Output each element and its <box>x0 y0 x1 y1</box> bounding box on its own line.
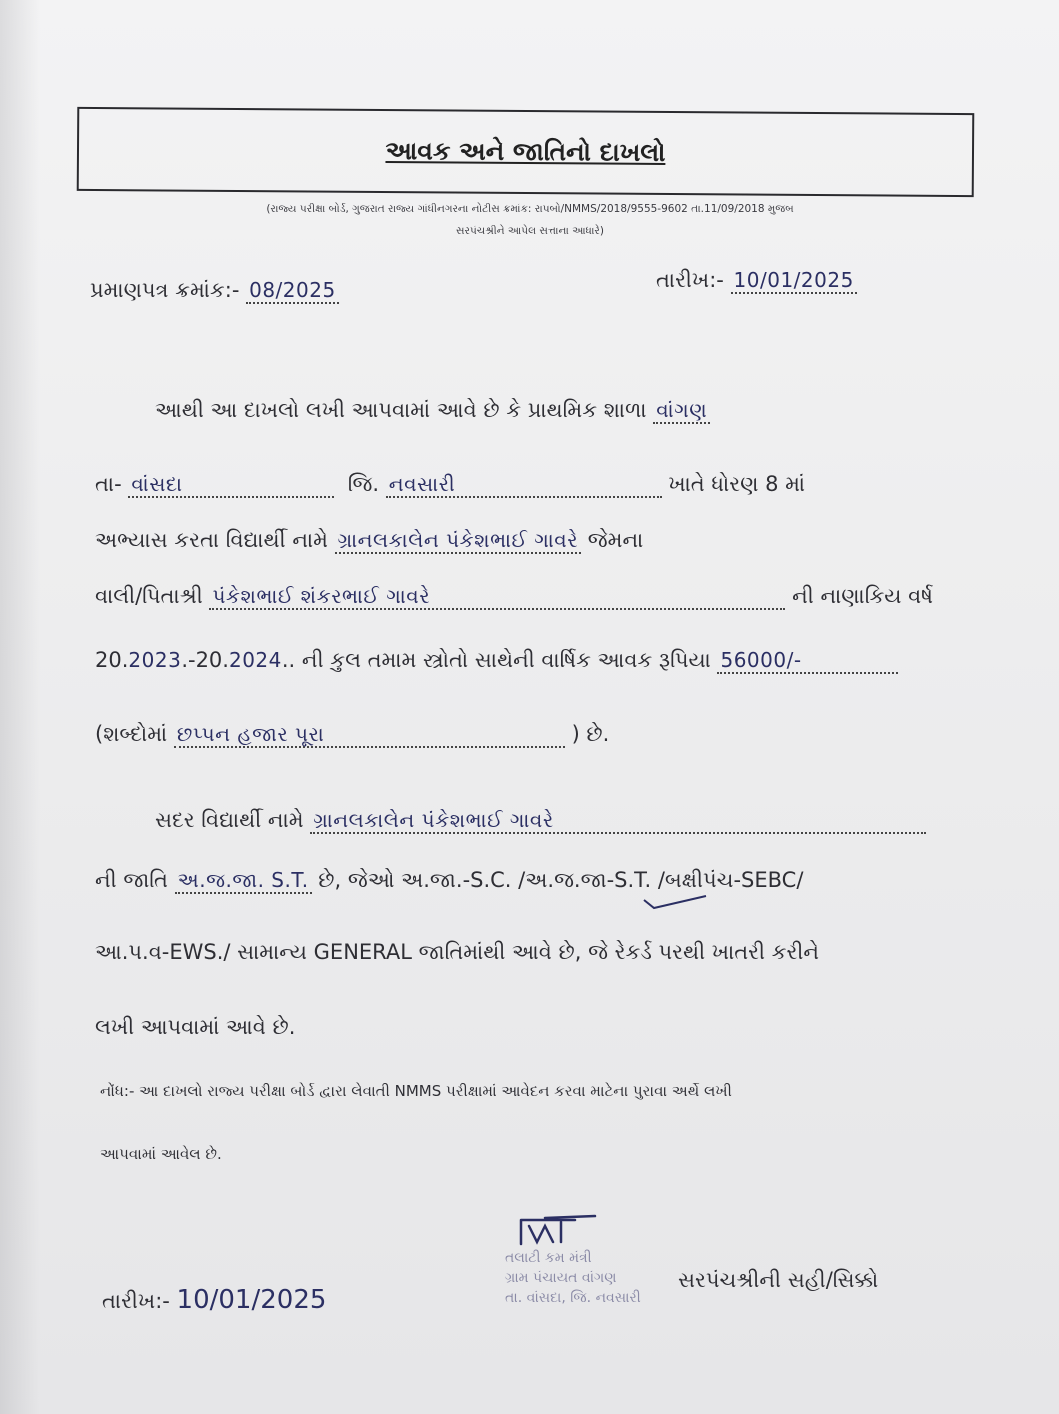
body-line-9: આ.પ.વ-EWS./ સામાન્ય GENERAL જાતિમાંથી આવે છે, જે રેકર્ડ પરથી ખાતરી કરીને <box>95 940 820 964</box>
taluka-value: વાંસદા <box>128 472 334 498</box>
certificate-date-label: તારીખ:- <box>656 268 724 292</box>
body-text: ખાતે ધોરણ 8 માં <box>668 472 806 496</box>
guardian-name: પંકેશભાઈ શંકરભાઈ ગાવરે <box>209 584 785 610</box>
official-stamp <box>505 1248 641 1308</box>
income-value: 56000/- <box>717 648 898 674</box>
school-name: વાંગણ <box>653 398 710 424</box>
body-line-1 <box>155 398 710 424</box>
body-text: આથી આ દાખલો લખી આપવામાં આવે છે કે પ્રાથમિક શાળા <box>155 398 647 422</box>
income-in-words: છપ્પન હજાર પૂરા <box>174 722 565 748</box>
page-shadow <box>0 0 40 1414</box>
year-to: 2024 <box>228 648 282 672</box>
guardian-label: વાલી/પિતાશ્રી <box>95 584 203 608</box>
notice-line-2: સરપંચશ્રીને આપેલ સત્તાના આધારે) <box>456 225 604 237</box>
tick-mark <box>640 892 710 914</box>
document-title: આવક અને જાતિનો દાખલો <box>385 136 666 167</box>
footer-date <box>102 1285 326 1315</box>
student-name: ગ્રાનલકાલેન પંકેશભાઈ ગાવરે <box>335 528 581 554</box>
taluka-label: તા- <box>95 472 122 496</box>
body-line-3 <box>95 528 643 554</box>
certificate-number-label: પ્રમાણપત્ર ક્રમાંક:- <box>90 278 240 302</box>
body-line-4 <box>95 584 933 610</box>
certificate-number-value: 08/2025 <box>246 278 339 304</box>
caste-value: અ.જ.જા. S.T. <box>175 868 312 894</box>
body-line-7 <box>155 808 926 834</box>
body-text: ) છે. <box>571 722 610 746</box>
words-label: (શબ્દોમાં <box>95 722 168 746</box>
district-value: નવસારી <box>386 472 662 498</box>
notice-text <box>110 198 950 242</box>
handwritten-signature <box>515 1212 605 1252</box>
student-name-repeat: ગ્રાનલકાલેન પંકેશભાઈ ગાવરે <box>310 808 926 834</box>
certificate-number <box>90 278 339 304</box>
stamp-line-1: તલાટી કમ મંત્રી <box>505 1250 592 1266</box>
stamp-line-3: તા. વાંસદા, જિ. નવસારી <box>505 1290 641 1306</box>
footer-date-value: 10/01/2025 <box>176 1285 327 1315</box>
certificate-date-value: 10/01/2025 <box>731 268 857 294</box>
body-text: જેમના <box>587 528 644 552</box>
body-line-10: લખી આપવામાં આવે છે. <box>95 1015 296 1039</box>
title-box <box>77 107 975 197</box>
body-line-6 <box>95 722 609 748</box>
footer-date-label: તારીખ:- <box>102 1289 170 1313</box>
year-from: 2023 <box>128 648 182 672</box>
body-text: સદર વિદ્યાર્થી નામે <box>155 808 304 832</box>
body-line-5: 20.2023.-20.2024.. ની કુલ તમામ સ્ત્રોતો સાથેની વાર્ષિક આવક રૂપિયા 56000/- <box>95 648 898 674</box>
body-line-2 <box>95 472 805 498</box>
body-text: અભ્યાસ કરતા વિદ્યાર્થી નામે <box>95 528 328 552</box>
certificate-date <box>656 268 857 294</box>
stamp-line-2: ગ્રામ પંચાયત વાંગણ <box>505 1270 617 1286</box>
body-text: ની નાણાકિય વર્ષ <box>792 584 933 608</box>
body-line-8 <box>95 868 803 894</box>
caste-label: ની જાતિ <box>95 868 168 892</box>
signature-label: સરપંચશ્રીની સહી/સિક્કો <box>678 1268 879 1292</box>
body-text: છે, જેઓ અ.જા.-S.C. /અ.જ.જા-S.T. /બક્ષીપંચ-SEBC/ <box>318 868 804 892</box>
district-label: જિ. <box>347 472 379 496</box>
notice-line-1: (રાજ્ય પરીક્ષા બોર્ડ, ગુજરાત રાજ્ય ગાંધીનગરના નોટીસ ક્રમાંક: રાપબો/NMMS/2018/9555-9602 તા.11/09/2018 મુજબ <box>266 203 794 215</box>
note-line-2: આપવામાં આવેલ છે. <box>100 1145 222 1163</box>
body-text: ની કુલ તમામ સ્ત્રોતો સાથેની વાર્ષિક આવક રૂપિયા <box>301 648 711 672</box>
note-line-1: નોંધ:- આ દાખલો રાજ્ય પરીક્ષા બોર્ડ દ્વારા લેવાતી NMMS પરીક્ષામાં આવેદન કરવા માટેના પુરાવા અર્થે લખી <box>100 1082 732 1100</box>
